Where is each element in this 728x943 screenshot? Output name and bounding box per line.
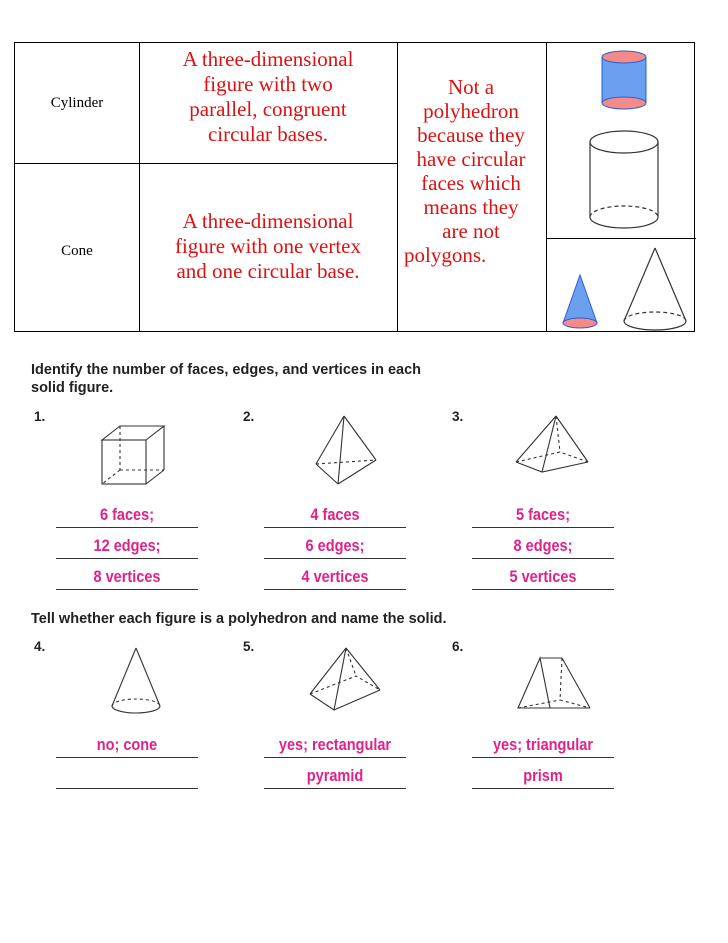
term-cylinder: Cylinder <box>50 95 104 111</box>
square-pyramid-icon <box>512 412 592 476</box>
answer-text: 12 edges; <box>93 537 161 555</box>
note-line: faces which <box>421 171 521 195</box>
note-line: because they <box>417 123 525 147</box>
answer-line <box>56 788 198 789</box>
table-row-divider <box>15 163 397 164</box>
triangular-prism-icon <box>514 650 594 712</box>
definition-line: A three-dimensional <box>182 209 354 233</box>
definition-line: and one circular base. <box>176 259 360 283</box>
note-line: are not <box>442 219 500 243</box>
answer-text: yes; triangular <box>492 736 594 754</box>
problem-number: 2. <box>243 409 255 424</box>
answer-line <box>56 757 198 758</box>
instruction-polyhedron: Tell whether each figure is a polyhedron and name the solid. <box>31 611 447 627</box>
colored-cylinder-icon <box>602 51 646 109</box>
answer-line <box>56 558 198 559</box>
definition-line: circular bases. <box>207 122 329 146</box>
problem-number: 6. <box>452 639 464 654</box>
instruction-identify <box>31 361 421 397</box>
answer-line <box>264 589 406 590</box>
answer-line <box>56 527 198 528</box>
answer-text: no; cone <box>96 736 158 754</box>
problem-number: 1. <box>34 409 46 424</box>
definition-line: figure with two <box>203 72 333 96</box>
problem-number: 3. <box>452 409 464 424</box>
answer-line <box>264 527 406 528</box>
answer-line <box>472 527 614 528</box>
answer-text: 6 edges; <box>305 537 365 555</box>
answer-line <box>472 558 614 559</box>
answer-text: yes; rectangular <box>278 736 392 754</box>
instruction-line: solid figure. <box>31 380 114 396</box>
cube-icon <box>98 420 170 490</box>
cone-icon <box>624 248 686 330</box>
answer-text: 5 vertices <box>509 568 577 586</box>
definition-line: figure with one vertex <box>174 234 362 258</box>
note-line: polygons. <box>404 243 487 267</box>
answer-text: pyramid <box>306 767 364 785</box>
answer-text: 8 edges; <box>513 537 573 555</box>
note-line: have circular <box>416 147 526 171</box>
answer-text: prism <box>523 767 563 785</box>
problem-number: 5. <box>243 639 255 654</box>
answer-line <box>264 558 406 559</box>
answer-text: 5 faces; <box>515 506 571 524</box>
definition-line: A three-dimensional <box>182 47 354 71</box>
problem-number: 4. <box>34 639 46 654</box>
instruction-line: Identify the number of faces, edges, and vertices in each <box>31 362 422 378</box>
term-cone: Cone <box>61 243 93 259</box>
rectangular-pyramid-icon <box>306 644 384 716</box>
answer-line <box>264 757 406 758</box>
note-line: polyhedron <box>423 99 519 123</box>
answer-text: 4 faces <box>310 506 360 524</box>
solid-illustrations <box>546 43 696 333</box>
answer-text: 6 faces; <box>99 506 155 524</box>
definition-line: parallel, congruent <box>189 97 347 121</box>
answer-line <box>56 589 198 590</box>
cylinder-icon <box>590 131 658 228</box>
answer-text: 8 vertices <box>93 568 161 586</box>
colored-cone-icon <box>563 275 597 328</box>
triangular-pyramid-icon <box>310 412 380 488</box>
cone-icon <box>106 644 166 720</box>
answer-line <box>264 788 406 789</box>
solids-table <box>14 42 695 332</box>
definition-cone <box>139 209 397 284</box>
polyhedron-note <box>398 75 544 267</box>
answer-line <box>472 757 614 758</box>
answer-line <box>472 589 614 590</box>
note-line: means they <box>423 195 519 219</box>
note-line: Not a <box>447 75 495 99</box>
answer-text: 4 vertices <box>301 568 369 586</box>
definition-cylinder <box>139 47 397 147</box>
answer-line <box>472 788 614 789</box>
